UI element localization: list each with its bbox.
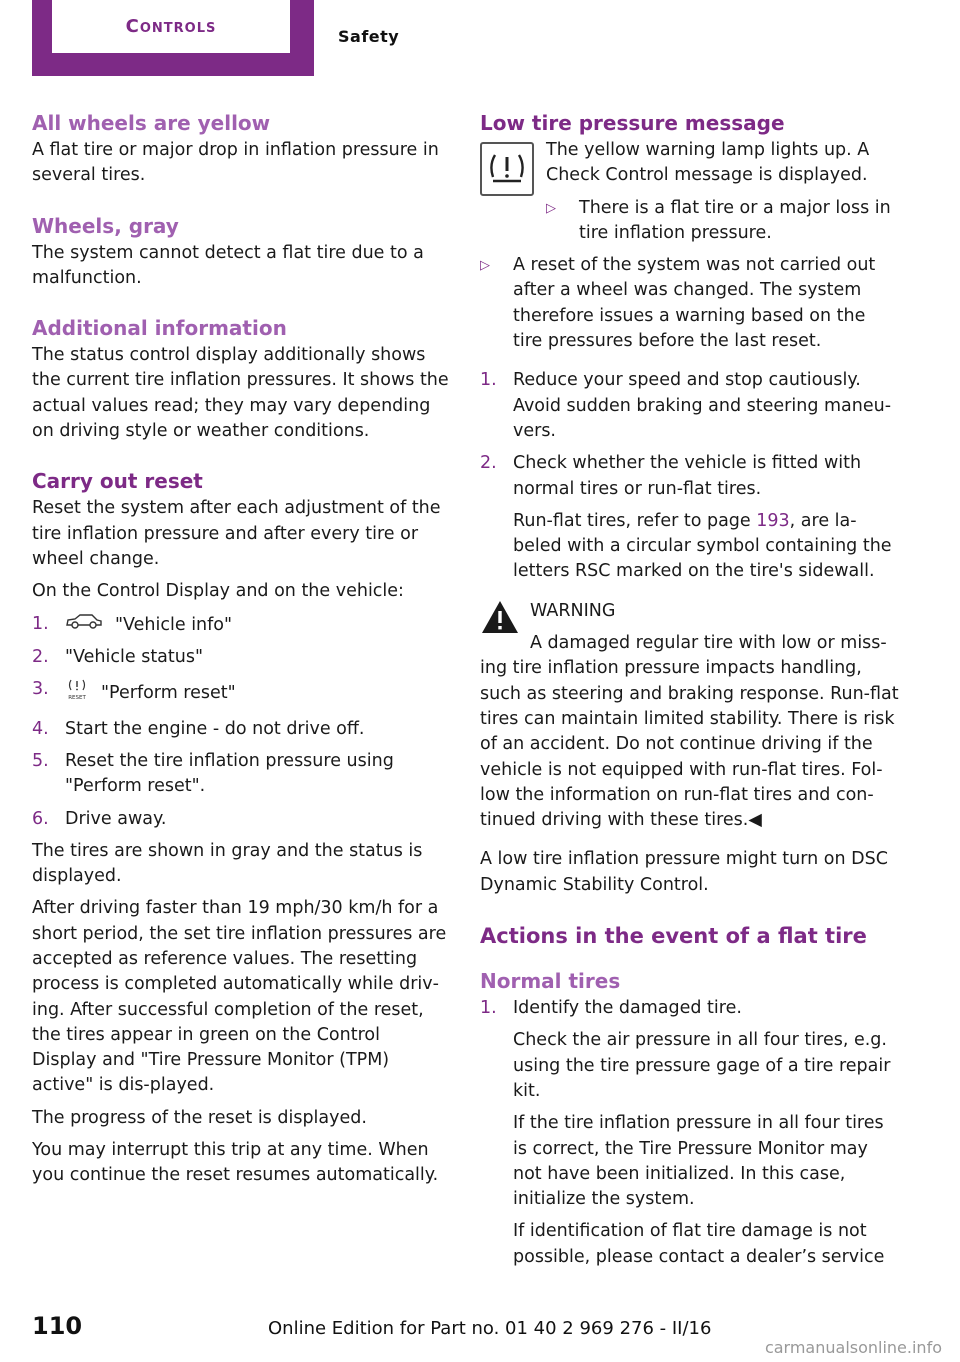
- left-column: [32, 108, 450, 1189]
- list-item: [480, 451, 900, 584]
- heading-normal-tires: Normal tires: [480, 969, 621, 994]
- step-number: 3.: [32, 679, 49, 700]
- tab-safety[interactable]: Safety: [338, 26, 400, 46]
- step-number: 1.: [32, 613, 49, 634]
- step-text: "Vehicle info": [115, 614, 233, 635]
- list-item: [32, 677, 450, 709]
- reset-icon-label: RESET: [68, 695, 86, 702]
- warning-first-line: A damaged regular tire with low or miss‐: [530, 633, 887, 654]
- paragraph: After driving faster than 19 mph/30 km/h for a short period, the set tire inflation pressures are accepted as reference values. The resetting process is completed automatically while driv‐ing. After successful completion of the reset, the tires appear in green on the Control Display and "Tire Pressure Monitor (TPM) active" is dis‐played.: [32, 898, 447, 1096]
- list-item: [480, 368, 900, 444]
- watermark: carmanualsonline.info: [764, 1338, 942, 1357]
- step-number: 4.: [32, 718, 49, 739]
- list-item: [32, 749, 450, 800]
- warning-block: [480, 599, 900, 657]
- step-subtext-pre: Run-flat tires, refer to page: [513, 510, 757, 531]
- reset-icon: [65, 677, 89, 709]
- list-item: [32, 645, 450, 670]
- page-link[interactable]: 193: [756, 510, 790, 531]
- paragraph: A flat tire or major drop in inflation pressure in several tires.: [32, 140, 439, 186]
- step-number: 5.: [32, 750, 49, 771]
- step-text: Reset the tire inflation pressure using "Perform reset".: [65, 750, 394, 797]
- warning-lamp-block: [480, 138, 900, 246]
- step-text: Check whether the vehicle is fitted with normal tires or run-flat tires.: [513, 453, 862, 499]
- step-number: 6.: [32, 808, 49, 829]
- bullet-item: [480, 253, 900, 354]
- step-text: Drive away.: [65, 808, 167, 829]
- paragraph: The status control display additionally shows the current tire inflation pressures. It shows the actual values read; they may vary depending on driving style or weather conditions.: [32, 345, 449, 442]
- step-number: 1.: [480, 370, 497, 391]
- paragraph: The yellow warning lamp lights up. A Check Control message is displayed.: [546, 140, 870, 186]
- paragraph: The system cannot detect a flat tire due to a malfunction.: [32, 242, 424, 288]
- heading-actions-flat-tire: Actions in the event of a flat tire: [480, 924, 867, 949]
- heading-additional-information: Additional information: [32, 316, 287, 341]
- warning-text: ing tire inflation pressure impacts handling, such as steering and braking response. Run-flat tires can maintain limited stability. There is risk of an accident. Do not continue driving if the vehicle is not equipped with run-flat tires. Fol‐low the information on run-flat tires and con‐tinued driving with these tires.◀: [480, 658, 899, 831]
- step-subtext: If identification of flat tire damage is not possible, please contact a dealer’s service: [513, 1221, 885, 1267]
- warning-triangle-icon: [480, 599, 530, 657]
- car-icon: [65, 612, 103, 638]
- heading-low-tire-pressure-message: Low tire pressure message: [480, 111, 785, 135]
- list-item: [32, 717, 450, 742]
- list-item: [32, 612, 450, 638]
- warning-title: WARNING: [530, 600, 616, 621]
- bullet-item: [546, 196, 900, 247]
- step-subtext-post: , are la‐beled with a circular symbol containing the letters RSC marked on the tire's sidewall.: [513, 510, 892, 582]
- right-column: [480, 108, 900, 1270]
- step-text: Identify the damaged tire.: [513, 998, 742, 1019]
- bullet-text: A reset of the system was not carried out after a wheel was changed. The system therefore issues a warning based on the tire pressures before the last reset.: [513, 255, 876, 352]
- list-item: [480, 996, 900, 1270]
- step-text: "Vehicle status": [65, 647, 204, 668]
- bullet-triangle-icon: ▷: [546, 200, 556, 216]
- heading-all-wheels-yellow: All wheels are yellow: [32, 111, 271, 135]
- step-text: Reduce your speed and stop cautiously. Avoid sudden braking and steering maneu‐vers.: [513, 370, 892, 441]
- step-number: 2.: [480, 453, 497, 474]
- step-subtext: If the tire inflation pressure in all four tires is correct, the Tire Pressure Monitor may not have been initialized. In this case, initialize the system.: [513, 1113, 884, 1210]
- bullet-text: There is a flat tire or a major loss in tire inflation pressure.: [579, 197, 891, 243]
- tire-warning-lamp-icon: [480, 142, 534, 196]
- page-number: 110: [32, 1312, 83, 1340]
- paragraph: The progress of the reset is displayed.: [32, 1107, 367, 1128]
- step-text: "Perform reset": [101, 683, 236, 704]
- list-item: [32, 807, 450, 832]
- step-number: 1.: [480, 998, 497, 1019]
- heading-carry-out-reset: Carry out reset: [32, 469, 203, 494]
- bullet-triangle-icon: ▷: [480, 258, 490, 274]
- tab-controls[interactable]: [32, 0, 314, 76]
- paragraph: Reset the system after each adjustment of the tire inflation pressure and after every tire or wheel change.: [32, 498, 441, 569]
- tab-controls-label: Controls: [52, 0, 290, 53]
- step-text: Start the engine - do not drive off.: [65, 718, 365, 739]
- step-number: 2.: [32, 647, 49, 668]
- paragraph: The tires are shown in gray and the status is displayed.: [32, 840, 423, 887]
- paragraph: A low tire inflation pressure might turn on DSC Dynamic Stability Control.: [480, 849, 888, 895]
- step-subtext: Check the air pressure in all four tires, e.g. using the tire pressure gage of a tire repair kit.: [513, 1030, 891, 1101]
- paragraph: On the Control Display and on the vehicle:: [32, 581, 404, 602]
- paragraph: You may interrupt this trip at any time. When you continue the reset resumes automatically.: [32, 1140, 439, 1186]
- edition-note: Online Edition for Part no. 01 40 2 969 276 - II/16: [268, 1318, 712, 1339]
- heading-wheels-gray: Wheels, gray: [32, 213, 179, 238]
